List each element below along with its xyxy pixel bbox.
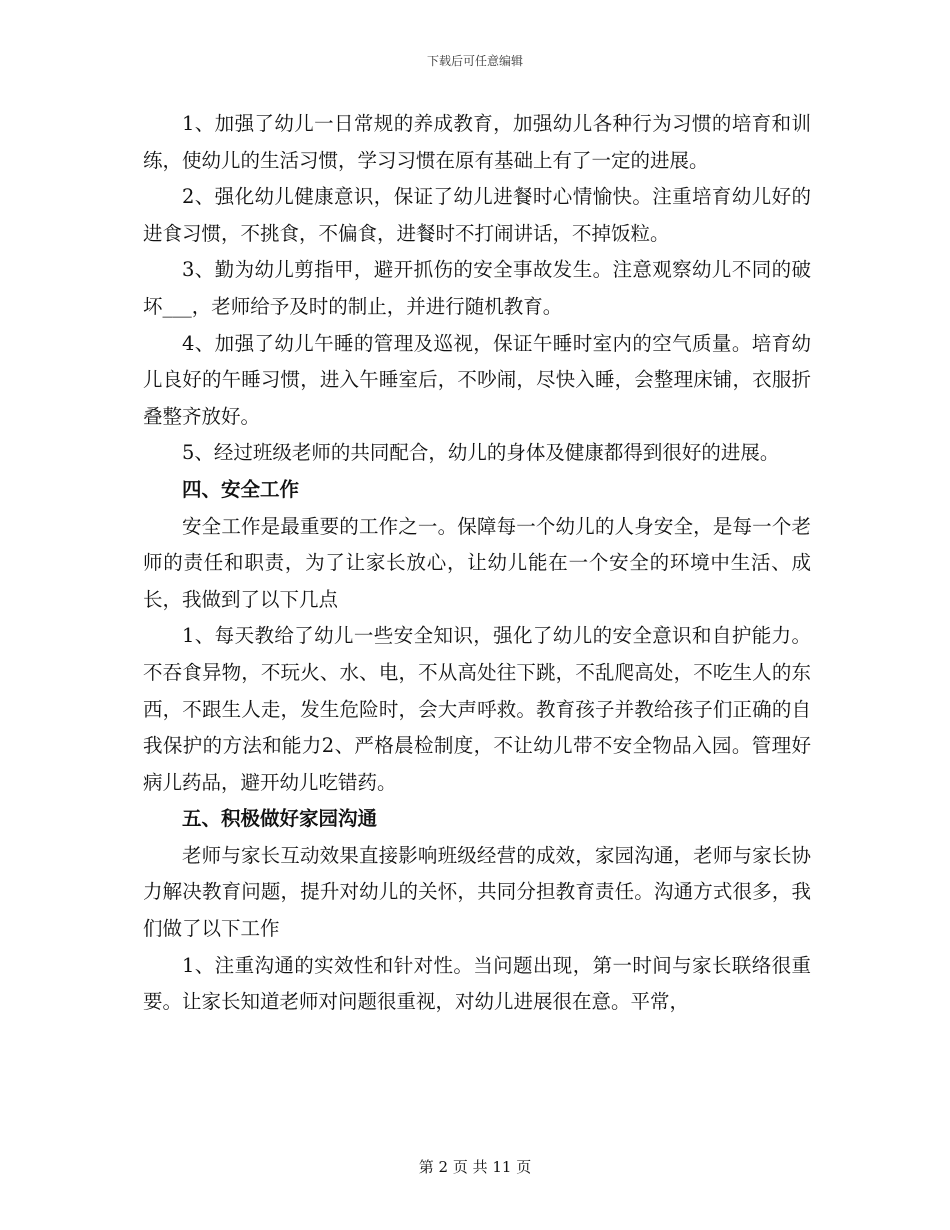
paragraph-health-awareness: 2、强化幼儿健康意识，保证了幼儿进餐时心情愉快。注重培育幼儿好的进食习惯，不挑食，不偏食，进餐时不打闹讲话，不掉饭粒。 <box>143 185 811 245</box>
paragraph-nap-management: 4、加强了幼儿午睡的管理及巡视，保证午睡时室内的空气质量。培育幼儿良好的午睡习惯，进入午睡室后，不吵闹，尽快入睡，会整理床铺，衣服折叠整齐放好。 <box>143 331 811 428</box>
section-heading-safety: 四、安全工作 <box>182 477 300 501</box>
paragraph-nail-trimming: 3、勤为幼儿剪指甲，避开抓伤的安全事故发生。注意观察幼儿不同的破坏___，老师给予及时的制止，并进行随机教育。 <box>143 258 811 318</box>
page-footer: 第 2 页 共 11 页 <box>418 1158 532 1176</box>
page-header: 下载后可任意编辑 <box>426 54 523 68</box>
paragraph-communication-effectiveness: 1、注重沟通的实效性和针对性。当问题出现，第一时间与家长联络很重要。让家长知道老师对问题很重视，对幼儿进展很在意。平常， <box>143 953 811 1014</box>
paragraph-teacher-cooperation: 5、经过班级老师的共同配合，幼儿的身体及健康都得到很好的进展。 <box>182 441 780 465</box>
paragraph-routine-habits: 1、加强了幼儿一日常规的养成教育，加强幼儿各种行为习惯的培育和训练，使幼儿的生活习惯，学习习惯在原有基础上有了一定的进展。 <box>143 112 811 172</box>
paragraph-safety-knowledge: 1、每天教给了幼儿一些安全知识，强化了幼儿的安全意识和自护能力。不吞食异物，不玩火、水、电，不从高处往下跳，不乱爬高处，不吃生人的东西，不跟生人走，发生危险时，会大声呼救。教育孩子并教给孩子们正确的自我保护的方法和能力2、严格晨检制度，不让幼儿带不安全物品入园。管理好病儿药品，避开幼儿吃错药。 <box>143 624 811 794</box>
paragraph-safety-intro: 安全工作是最重要的工作之一。保障每一个幼儿的人身安全，是每一个老师的责任和职责，为了让家长放心，让幼儿能在一个安全的环境中生活、成长，我做到了以下几点 <box>143 514 811 611</box>
section-heading-home-school: 五、积极做好家园沟通 <box>182 807 378 831</box>
paragraph-home-school-intro: 老师与家长互动效果直接影响班级经营的成效，家园沟通，老师与家长协力解决教育问题，提升对幼儿的关怀，共同分担教育责任。沟通方式很多，我们做了以下工作 <box>143 843 811 941</box>
document-body <box>143 106 811 1021</box>
